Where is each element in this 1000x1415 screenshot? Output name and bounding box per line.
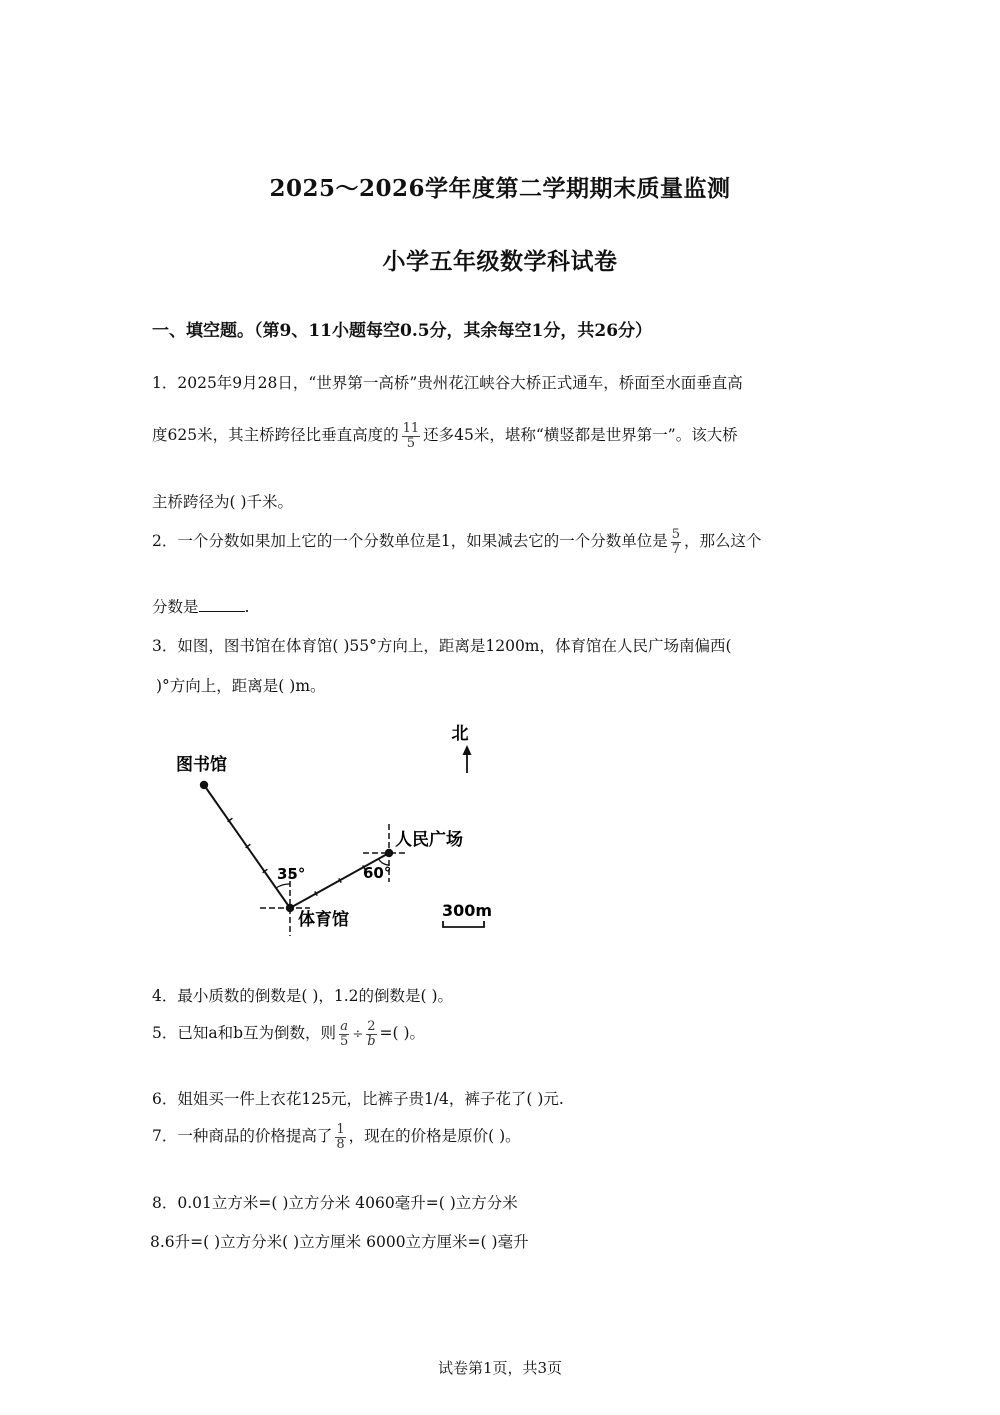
q5-line xyxy=(152,1020,425,1048)
q4-line: 4．最小质数的倒数是( )，1.2的倒数是( )。 xyxy=(152,987,454,1005)
gym-label: 体育馆 xyxy=(298,910,349,930)
square-point xyxy=(385,849,393,857)
q2-line2 xyxy=(152,595,249,617)
q2-answer-blank[interactable] xyxy=(199,597,245,612)
north-label: 北 xyxy=(451,724,469,744)
scale-bar xyxy=(443,921,484,927)
q7-start: 7．一种商品的价格提高了 xyxy=(152,1127,333,1146)
exam-subtitle: 小学五年级数学科试卷 xyxy=(382,248,618,275)
q3-line1: 3．如图，图书馆在体育馆( )55°方向上，距离是1200m，体育馆在人民广场南偏西( xyxy=(152,637,732,655)
q5-frac1-numerator: a xyxy=(340,1019,349,1034)
q8-line2: 8.6升=( )立方分米( )立方厘米 6000立方厘米=( )毫升 xyxy=(150,1233,529,1251)
q8-line1: 8．0.01立方米=( )立方分米 4060毫升=( )立方分米 xyxy=(152,1194,518,1212)
q1-line2-end: 还多45米，堪称“横竖都是世界第一”。该大桥 xyxy=(423,426,738,445)
q5-fraction-b xyxy=(366,1020,376,1048)
square-label: 人民广场 xyxy=(395,830,463,850)
q5-frac2-numerator: 2 xyxy=(367,1019,376,1034)
q2-fraction xyxy=(671,528,681,556)
section-heading: 一、填空题。（第9、11小题每空0.5分，其余每空1分，共26分） xyxy=(152,321,653,341)
q7-line xyxy=(152,1123,521,1151)
q5-start: 5．已知a和b互为倒数，则 xyxy=(152,1024,337,1043)
q7-fraction xyxy=(335,1123,345,1151)
north-arrow-head xyxy=(463,745,472,755)
q3-line2: )°方向上，距离是( )m。 xyxy=(156,677,326,695)
q2-line1 xyxy=(152,528,762,556)
q1-line1: 1．2025年9月28日，“世界第一高桥”贵州花江峡谷大桥正式通车，桥面至水面垂直高 xyxy=(152,374,743,392)
q2-frac-numerator: 5 xyxy=(671,527,681,542)
q1-frac-numerator: 11 xyxy=(402,421,420,436)
q1-frac-denominator: 5 xyxy=(402,436,421,451)
exam-title: 2025～2026学年度第二学期期末质量监测 xyxy=(269,175,731,202)
q1-fraction xyxy=(402,422,421,450)
page-footer: 试卷第1页，共3页 xyxy=(437,1359,563,1377)
q1-line3: 主桥跨径为( )千米。 xyxy=(152,493,294,511)
q5-divide-sign: ÷ xyxy=(352,1027,364,1043)
q2-line1-end: ，那么这个 xyxy=(684,532,762,551)
q5-end: =( )。 xyxy=(379,1024,426,1043)
q1-line2 xyxy=(152,422,738,450)
angle-60-label: 60° xyxy=(363,864,392,882)
q7-frac-denominator: 8 xyxy=(336,1136,345,1152)
scale-label: 300m xyxy=(442,901,493,920)
library-label: 图书馆 xyxy=(176,755,227,775)
direction-diagram xyxy=(160,712,500,952)
q2-frac-denominator: 7 xyxy=(671,541,681,557)
q5-fraction-a xyxy=(339,1020,349,1048)
q2-line2-start: 分数是 xyxy=(152,598,199,616)
q7-end: ，现在的价格是原价( )。 xyxy=(348,1127,521,1146)
q7-frac-numerator: 1 xyxy=(336,1122,345,1137)
q2-line2-end: . xyxy=(244,598,250,616)
q5-frac2-denominator: b xyxy=(367,1033,376,1049)
angle-35-label: 35° xyxy=(277,865,306,883)
q5-frac1-denominator: 5 xyxy=(340,1033,349,1049)
q6-line: 6．姐姐买一件上衣花125元，比裤子贵1/4，裤子花了( )元. xyxy=(152,1090,564,1108)
q2-line1-start: 2．一个分数如果加上它的一个分数单位是1，如果减去它的一个分数单位是 xyxy=(152,532,668,551)
q1-line2-start: 度625米，其主桥跨径比垂直高度的 xyxy=(152,426,399,445)
angle-arc-35 xyxy=(276,884,290,888)
